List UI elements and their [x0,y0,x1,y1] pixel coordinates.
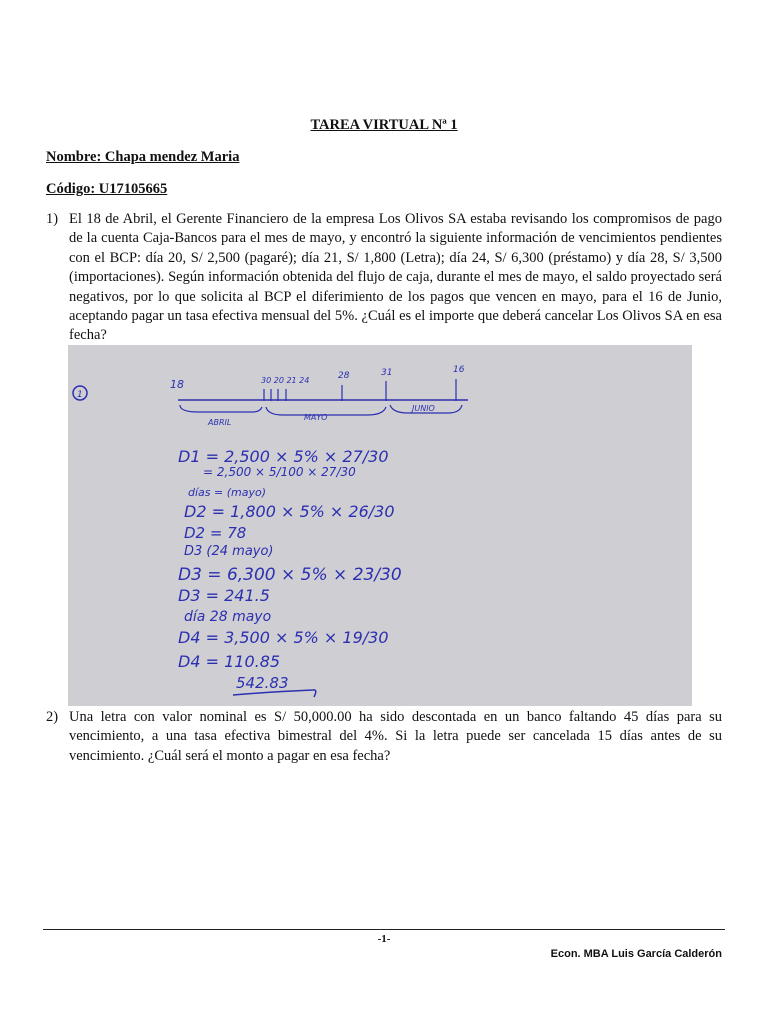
student-name: Nombre: Chapa mendez Maria [46,149,240,165]
footer-divider [43,929,725,930]
handwritten-solution-photo [68,345,692,706]
calc-line-10: D4 = 3,500 × 5% × 19/30 [178,628,389,647]
label-abril: ABRIL [208,418,232,427]
calc-line-1: D1 = 2,500 × 5% × 27/30 [178,447,389,466]
label-mayo: MAYO [304,413,328,422]
calc-line-4: D2 = 1,800 × 5% × 26/30 [184,502,395,521]
abril-brace [180,405,262,412]
page-number: -1- [377,933,391,945]
calc-line-11: D4 = 110.85 [178,652,281,671]
timeline-28: 28 [338,371,350,381]
calc-line-8: D3 = 241.5 [178,586,270,605]
circle-number: 1 [77,390,83,400]
timeline-16: 16 [453,365,465,375]
timeline-start: 18 [170,378,184,391]
timeline-31: 31 [381,368,393,378]
calc-line-5: D2 = 78 [184,524,247,542]
question-number: 1) [46,211,59,227]
question-text: El 18 de Abril, el Gerente Financiero de la empresa Los Olivos SA estaba revisando los compromisos de pago de la cuenta Caja-Bancos para el mes de mayo, y encontró la siguiente información de vencimientos pendientes con el BCP: día 20, S/ 2,500 (pagaré); día 21, S/ 1,800 (Letra); día 24, S/ 6,300 (préstamo) y día 28, S/ 3,500 (importaciones). Según información obtenida del flujo de caja, durante el mes de mayo, el saldo proyectado será negativos, por lo que solicita al BCP el diferimiento de los pagos que vencen en mayo, para el 16 de Junio, aceptando pagar un tasa efectiva mensual del 5%. ¿Cuál es el importe que deberá cancelar Los Olivos SA en esa fecha? [69,211,722,344]
footer-author: Econ. MBA Luis García Calderón [550,948,722,960]
student-code: Código: U17105665 [46,181,168,197]
question-1 [46,210,722,346]
question-text: Una letra con valor nominal es S/ 50,000.00 ha sido descontada en un banco faltando 45 días para su vencimiento, a una tasa efectiva bimestral del 4%. Si la letra puede ser cancelada 15 días antes de su vencimiento. ¿Cuál será el monto a pagar en esa fecha? [69,709,722,764]
timeline-ticks: 30 20 21 24 [261,376,310,385]
question-2 [46,708,722,766]
calc-line-7: D3 = 6,300 × 5% × 23/30 [178,565,402,585]
calc-line-2: = 2,500 × 5/100 × 27/30 [203,465,356,479]
question-number: 2) [46,709,59,725]
document-title: TAREA VIRTUAL Nª 1 [310,117,458,133]
calc-total: 542.83 [236,674,289,692]
calc-line-3: días = (mayo) [188,486,266,499]
label-junio: JUNIO [412,404,435,413]
calc-line-6: D3 (24 mayo) [184,544,274,559]
calc-line-9: día 28 mayo [184,609,272,625]
handwritten-solution-drawing [68,345,692,706]
